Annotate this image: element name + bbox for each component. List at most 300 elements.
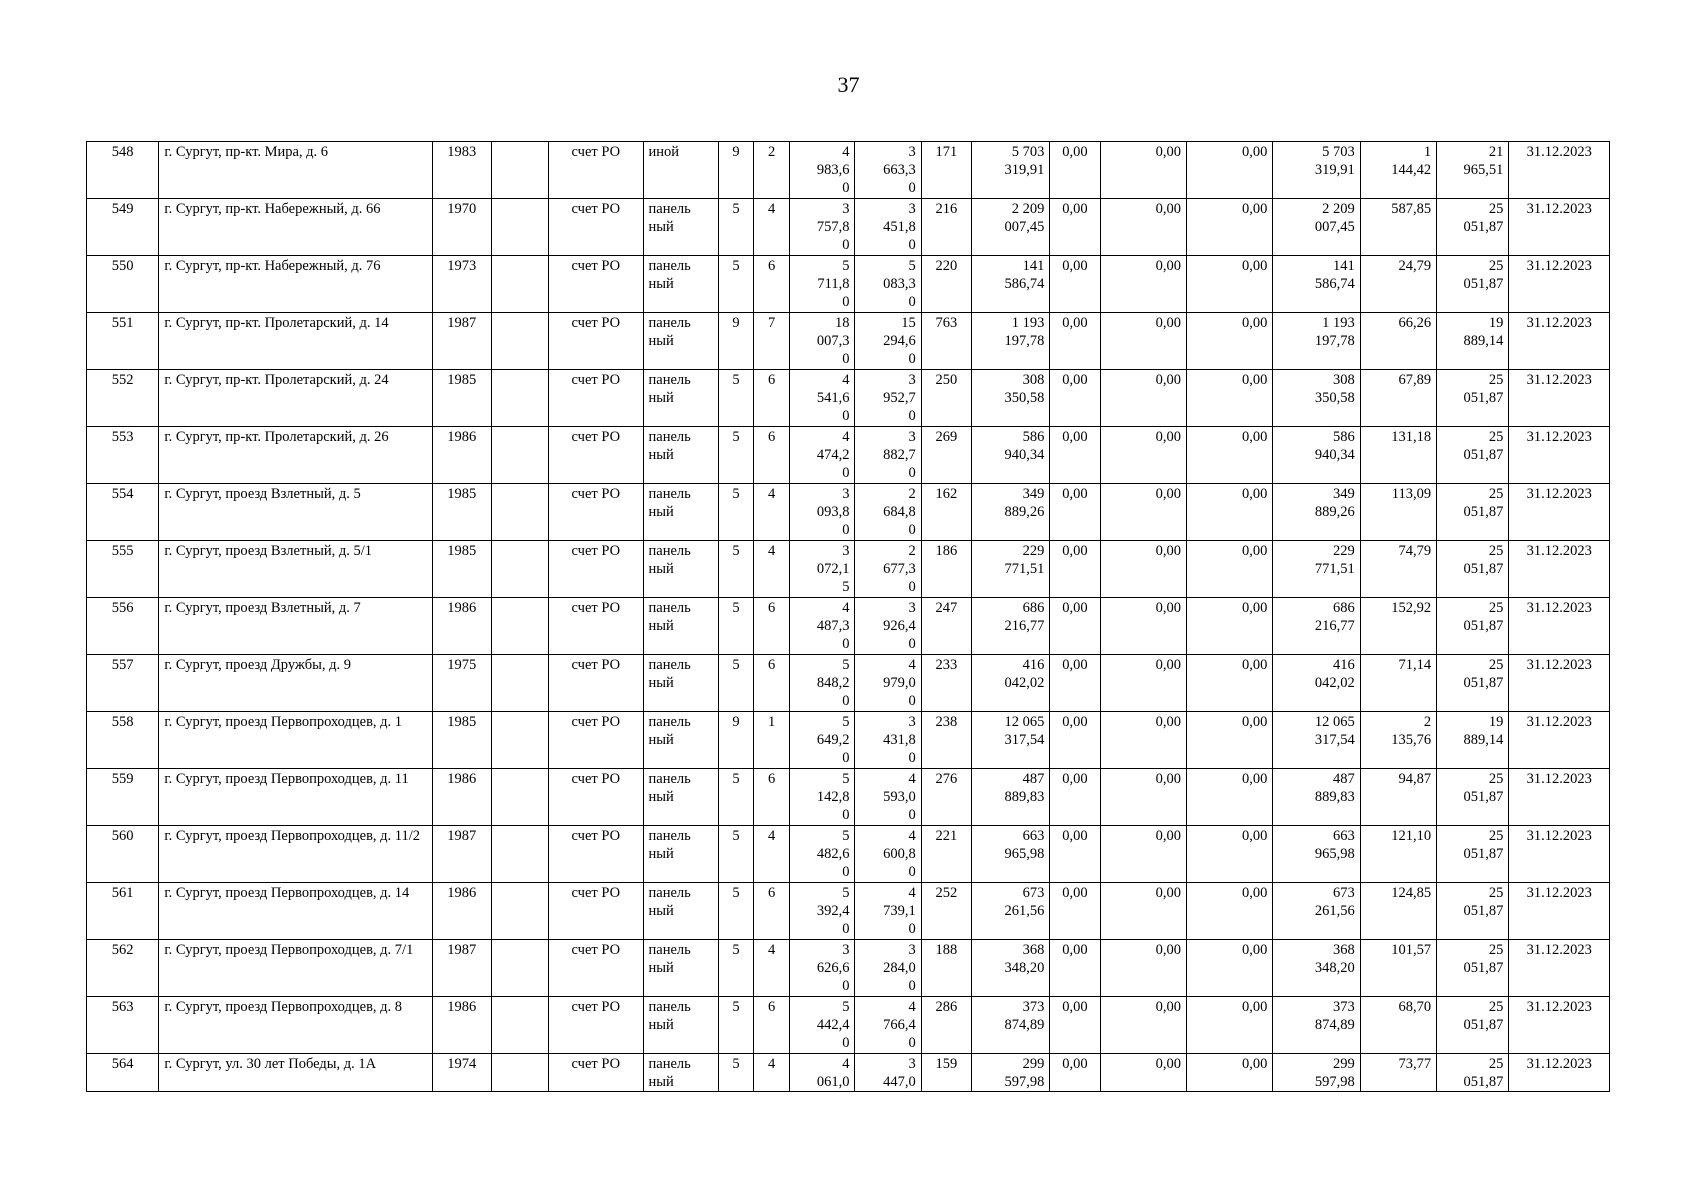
cell-line: 4 [908,828,916,844]
cell-cost [971,313,1049,370]
cell-address: г. Сургут, проезд Взлетный, д. 5/1 [159,541,432,598]
cell-line: панель [648,429,691,445]
cell-line: 979,0 [883,675,916,691]
cell-floors: 5 [718,541,753,598]
cell-line: 597,98 [1314,1074,1355,1090]
cell-line: 12 065 [1004,714,1045,730]
cell-v2: 0,00 [1100,313,1186,370]
cell-line: 889,83 [1314,789,1355,805]
cell-n: 555 [87,541,159,598]
cell-limit [1437,997,1509,1054]
cell-line: 25 [1488,486,1504,502]
cell-v2: 0,00 [1100,484,1186,541]
cell-line: 051,87 [1463,1017,1504,1033]
cell-floors: 9 [718,142,753,199]
cell-line: 0 [908,465,916,481]
cell-line: 5 [842,771,850,787]
cell-area-total [790,826,855,883]
cell-line: 0 [908,408,916,424]
cell-line: 431,8 [883,732,916,748]
cell-v1: 0,00 [1050,997,1100,1054]
cell-v1: 0,00 [1050,826,1100,883]
cell-line: 71,14 [1398,657,1432,673]
cell-material [643,826,718,883]
cell-v2: 0,00 [1100,598,1186,655]
cell-address: г. Сургут, проезд Взлетный, д. 5 [159,484,432,541]
cell-limit [1437,883,1509,940]
cell-line: 051,87 [1463,1074,1504,1090]
table-row [87,484,1610,541]
cell-v1: 0,00 [1050,883,1100,940]
cell-floors: 5 [718,655,753,712]
cell-v1: 0,00 [1050,199,1100,256]
cell-line: панель [648,714,691,730]
cell-line: 308 [1022,372,1045,388]
cell-line: 261,56 [1314,903,1355,919]
cell-line: 4 [842,429,850,445]
cell-fund [1273,655,1360,712]
cell-n: 564 [87,1054,159,1092]
cell-line: 882,7 [883,447,916,463]
cell-per-m2 [1360,313,1436,370]
cell-fund [1273,1054,1360,1092]
cell-per-m2 [1360,484,1436,541]
cell-per-m2 [1360,940,1436,997]
cell-area-total [790,370,855,427]
table-row [87,142,1610,199]
cell-v1: 0,00 [1050,712,1100,769]
cell-fund [1273,712,1360,769]
cell-line: ный [648,276,674,292]
cell-account: счет РО [549,712,643,769]
cell-v1: 0,00 [1050,598,1100,655]
cell-blank [491,142,548,199]
cell-v2: 0,00 [1100,427,1186,484]
cell-cost [971,769,1049,826]
cell-area-living [855,1054,921,1092]
cell-line: 965,98 [1004,846,1045,862]
cell-address: г. Сургут, пр-кт. Мира, д. 6 [159,142,432,199]
cell-line: 673 [1332,885,1355,901]
cell-area-living [855,199,921,256]
table-row [87,826,1610,883]
cell-line: 626,6 [816,960,850,976]
cell-line: ный [648,960,674,976]
table-row [87,997,1610,1054]
cell-v3: 0,00 [1186,541,1272,598]
cell-line: 072,1 [816,561,850,577]
cell-line: 093,8 [816,504,850,520]
cell-entrances: 6 [754,883,790,940]
cell-line: 131,18 [1391,429,1432,445]
cell-line: 042,02 [1314,675,1355,691]
cell-year: 1985 [432,484,491,541]
cell-line: 663,3 [883,162,916,178]
cell-line: 0 [842,522,850,538]
cell-limit [1437,313,1509,370]
cell-n: 548 [87,142,159,199]
cell-line: 0 [842,864,850,880]
cell-line: 4 [842,144,850,160]
cell-line: 350,58 [1314,390,1355,406]
cell-line: 889,26 [1004,504,1045,520]
cell-entrances: 6 [754,256,790,313]
cell-line: 051,87 [1463,390,1504,406]
cell-material [643,1054,718,1092]
cell-line: 586 [1332,429,1355,445]
cell-blank [491,541,548,598]
cell-line: 051,87 [1463,789,1504,805]
cell-line: ный [648,846,674,862]
cell-fund [1273,883,1360,940]
cell-line: 0 [842,1035,850,1051]
cell-residents: 171 [921,142,971,199]
cell-line: 350,58 [1004,390,1045,406]
cell-line: 25 [1488,999,1504,1015]
cell-line: 121,10 [1391,828,1432,844]
cell-v1: 0,00 [1050,427,1100,484]
cell-entrances: 4 [754,826,790,883]
cell-line: 889,14 [1463,732,1504,748]
cell-line: 007,3 [816,333,850,349]
cell-line: 051,87 [1463,618,1504,634]
cell-line: 051,87 [1463,960,1504,976]
cell-v1: 0,00 [1050,769,1100,826]
cell-per-m2 [1360,427,1436,484]
cell-per-m2 [1360,997,1436,1054]
cell-line: 0 [908,921,916,937]
cell-line: 649,2 [816,732,850,748]
cell-residents: 250 [921,370,971,427]
cell-line: 051,87 [1463,504,1504,520]
cell-line: 1 [1423,144,1432,160]
cell-entrances: 2 [754,142,790,199]
cell-date: 31.12.2023 [1509,142,1610,199]
cell-line: ный [648,561,674,577]
cell-floors: 9 [718,313,753,370]
cell-area-total [790,199,855,256]
cell-line: 5 703 [1011,144,1045,160]
cell-address: г. Сургут, проезд Первопроходцев, д. 11 [159,769,432,826]
cell-blank [491,826,548,883]
cell-v3: 0,00 [1186,940,1272,997]
table-row [87,769,1610,826]
cell-per-m2 [1360,712,1436,769]
cell-cost [971,256,1049,313]
cell-blank [491,370,548,427]
cell-line: 926,4 [883,618,916,634]
cell-v3: 0,00 [1186,484,1272,541]
cell-v1: 0,00 [1050,370,1100,427]
cell-entrances: 4 [754,199,790,256]
cell-n: 561 [87,883,159,940]
cell-line: 0 [908,750,916,766]
cell-fund [1273,313,1360,370]
cell-line: панель [648,999,691,1015]
cell-area-total [790,484,855,541]
cell-floors: 5 [718,826,753,883]
cell-line: 25 [1488,885,1504,901]
cell-v3: 0,00 [1186,997,1272,1054]
cell-per-m2 [1360,1054,1436,1092]
cell-account: счет РО [549,1054,643,1092]
cell-v2: 0,00 [1100,1054,1186,1092]
cell-entrances: 6 [754,370,790,427]
cell-area-living [855,142,921,199]
cell-floors: 5 [718,997,753,1054]
cell-limit [1437,199,1509,256]
cell-line: ный [648,618,674,634]
cell-year: 1985 [432,370,491,427]
cell-year: 1974 [432,1054,491,1092]
cell-year: 1986 [432,427,491,484]
cell-line: 0 [842,351,850,367]
cell-line: ный [648,1017,674,1033]
cell-line: 447,0 [883,1074,916,1090]
cell-v3: 0,00 [1186,655,1272,712]
cell-n: 560 [87,826,159,883]
cell-area-total [790,313,855,370]
cell-line: 0 [842,465,850,481]
cell-account: счет РО [549,883,643,940]
cell-per-m2 [1360,598,1436,655]
cell-v2: 0,00 [1100,142,1186,199]
cell-address: г. Сургут, пр-кт. Набережный, д. 76 [159,256,432,313]
cell-line: 0 [908,636,916,652]
cell-year: 1986 [432,769,491,826]
cell-fund [1273,997,1360,1054]
cell-line: 0 [908,237,916,253]
cell-v3: 0,00 [1186,256,1272,313]
cell-n: 549 [87,199,159,256]
cell-residents: 238 [921,712,971,769]
cell-line: 368 [1332,942,1355,958]
cell-v2: 0,00 [1100,940,1186,997]
cell-area-total [790,769,855,826]
cell-line: панель [648,828,691,844]
cell-residents: 763 [921,313,971,370]
cell-fund [1273,541,1360,598]
cell-floors: 5 [718,484,753,541]
cell-n: 558 [87,712,159,769]
cell-line: 5 703 [1322,144,1355,160]
cell-line: 113,09 [1391,486,1432,502]
cell-line: 541,6 [816,390,850,406]
cell-blank [491,883,548,940]
cell-line: 66,26 [1398,315,1432,331]
cell-limit [1437,370,1509,427]
cell-line: 3 [908,429,916,445]
cell-account: счет РО [549,655,643,712]
cell-limit [1437,826,1509,883]
cell-material [643,313,718,370]
cell-line: 74,79 [1398,543,1432,559]
cell-line: 73,77 [1398,1056,1432,1072]
cell-line: 141 [1022,258,1045,274]
cell-line: 2 [1423,714,1432,730]
cell-line: 3 [908,600,916,616]
cell-line: 673 [1022,885,1045,901]
cell-fund [1273,142,1360,199]
cell-account: счет РО [549,370,643,427]
cell-v2: 0,00 [1100,655,1186,712]
cell-line: 4 [842,600,850,616]
cell-material [643,256,718,313]
cell-area-living [855,883,921,940]
cell-line: 3 [908,372,916,388]
cell-v1: 0,00 [1050,1054,1100,1092]
cell-date: 31.12.2023 [1509,484,1610,541]
cell-v1: 0,00 [1050,142,1100,199]
cell-line: 3 [842,486,850,502]
cell-line: 0 [842,978,850,994]
cell-date: 31.12.2023 [1509,427,1610,484]
cell-material [643,598,718,655]
cell-floors: 5 [718,256,753,313]
cell-floors: 5 [718,769,753,826]
cell-line: 216,77 [1314,618,1355,634]
cell-v2: 0,00 [1100,199,1186,256]
cell-line: 2 [908,543,916,559]
cell-area-living [855,541,921,598]
cell-account: счет РО [549,199,643,256]
cell-line: панель [648,201,691,217]
cell-line: 25 [1488,1056,1504,1072]
cell-line: ный [648,732,674,748]
cell-material [643,199,718,256]
cell-entrances: 4 [754,484,790,541]
table-row [87,199,1610,256]
cell-limit [1437,1054,1509,1092]
cell-line: 3 [908,201,916,217]
cell-date: 31.12.2023 [1509,826,1610,883]
cell-cost [971,199,1049,256]
cell-limit [1437,940,1509,997]
cell-line: 25 [1488,771,1504,787]
cell-fund [1273,427,1360,484]
cell-line: 4 [908,657,916,673]
cell-account: счет РО [549,142,643,199]
cell-line: 368 [1022,942,1045,958]
cell-line: панель [648,771,691,787]
table-row [87,655,1610,712]
cell-line: 142,8 [816,789,850,805]
cell-cost [971,598,1049,655]
cell-area-living [855,256,921,313]
cell-area-living [855,940,921,997]
cell-line: ный [648,903,674,919]
table-row [87,427,1610,484]
cell-fund [1273,484,1360,541]
cell-area-total [790,427,855,484]
cell-blank [491,313,548,370]
cell-line: 051,87 [1463,276,1504,292]
cell-line: 482,6 [816,846,850,862]
cell-n: 550 [87,256,159,313]
cell-line: 0 [908,978,916,994]
cell-line: 051,87 [1463,561,1504,577]
cell-cost [971,826,1049,883]
cell-line: 317,54 [1314,732,1355,748]
cell-line: 771,51 [1314,561,1355,577]
cell-area-living [855,598,921,655]
cell-year: 1987 [432,313,491,370]
cell-per-m2 [1360,370,1436,427]
cell-date: 31.12.2023 [1509,199,1610,256]
cell-line: 19 [1488,714,1504,730]
cell-line: 586 [1022,429,1045,445]
cell-line: 4 [908,999,916,1015]
cell-line: 25 [1488,942,1504,958]
cell-entrances: 6 [754,598,790,655]
cell-blank [491,655,548,712]
cell-line: 0 [842,237,850,253]
cell-residents: 220 [921,256,971,313]
cell-year: 1985 [432,712,491,769]
cell-year: 1983 [432,142,491,199]
table-row [87,370,1610,427]
cell-year: 1986 [432,598,491,655]
cell-line: 4 [908,885,916,901]
cell-address: г. Сургут, ул. 30 лет Победы, д. 1А [159,1054,432,1092]
cell-residents: 286 [921,997,971,1054]
cell-line: 051,87 [1463,846,1504,862]
cell-line: ный [648,390,674,406]
cell-year: 1973 [432,256,491,313]
cell-line: 0 [842,921,850,937]
cell-line: 25 [1488,258,1504,274]
cell-residents: 216 [921,199,971,256]
cell-per-m2 [1360,883,1436,940]
cell-v3: 0,00 [1186,598,1272,655]
cell-date: 31.12.2023 [1509,997,1610,1054]
table-row [87,541,1610,598]
cell-per-m2 [1360,655,1436,712]
cell-address: г. Сургут, проезд Первопроходцев, д. 14 [159,883,432,940]
cell-year: 1986 [432,883,491,940]
cell-line: 766,4 [883,1017,916,1033]
cell-floors: 9 [718,712,753,769]
cell-per-m2 [1360,142,1436,199]
cell-material [643,655,718,712]
cell-line: 25 [1488,657,1504,673]
cell-date: 31.12.2023 [1509,1054,1610,1092]
cell-line: 5 [908,258,916,274]
cell-line: 0 [842,807,850,823]
cell-date: 31.12.2023 [1509,883,1610,940]
cell-year: 1970 [432,199,491,256]
cell-line: 373 [1332,999,1355,1015]
cell-per-m2 [1360,541,1436,598]
cell-v2: 0,00 [1100,883,1186,940]
cell-line: 0 [842,636,850,652]
cell-line: панель [648,486,691,502]
table-row [87,940,1610,997]
cell-line: 416 [1022,657,1045,673]
cell-v1: 0,00 [1050,313,1100,370]
cell-residents: 188 [921,940,971,997]
cell-area-living [855,997,921,1054]
cell-account: счет РО [549,598,643,655]
cell-line: 0 [908,522,916,538]
cell-line: ный [648,447,674,463]
cell-line: 2 209 [1011,201,1045,217]
cell-material [643,541,718,598]
cell-address: г. Сургут, проезд Первопроходцев, д. 1 [159,712,432,769]
cell-v3: 0,00 [1186,427,1272,484]
cell-v2: 0,00 [1100,541,1186,598]
cell-line: 5 [842,579,850,595]
